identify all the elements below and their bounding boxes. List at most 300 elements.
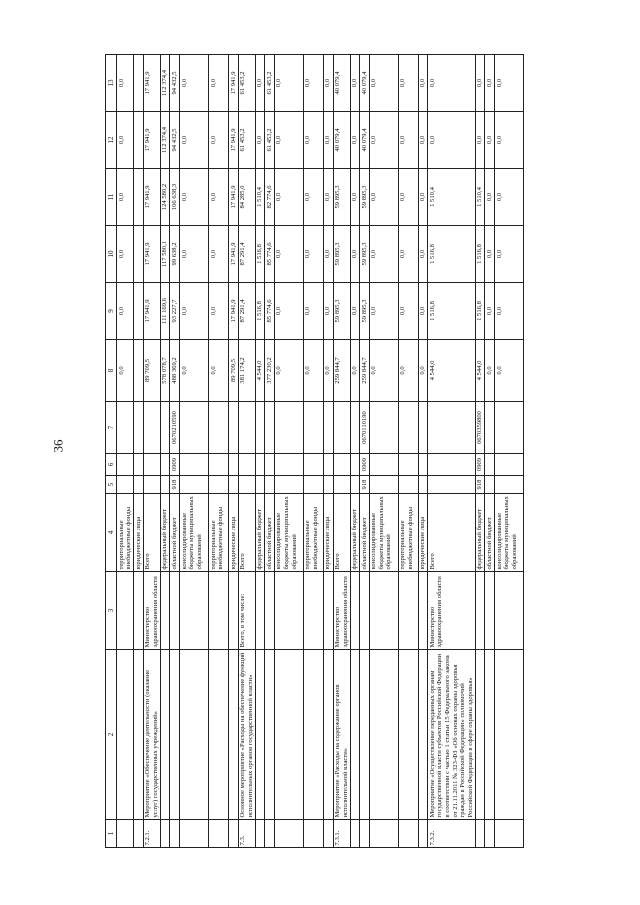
table-cell: 0,0 <box>117 283 134 340</box>
table-cell: Всего <box>143 494 160 572</box>
table-cell: 0,0 <box>303 55 323 112</box>
table-cell <box>160 402 170 454</box>
table-cell <box>160 650 170 820</box>
table-cell: 0,0 <box>369 169 398 226</box>
table-cell: 0909 <box>170 454 180 476</box>
table-cell: 0,0 <box>274 55 303 112</box>
table-cell: консолидированные бюджеты муниципальных образований <box>495 494 524 572</box>
table-cell: 0,0 <box>398 169 418 226</box>
table-cell: 0,0 <box>369 283 398 340</box>
table-cell: 0,0 <box>398 112 418 169</box>
table-cell: 0,0 <box>117 169 134 226</box>
table-cell: 0,0 <box>255 112 265 169</box>
table-cell <box>209 650 229 820</box>
table-cell <box>428 402 475 454</box>
table-cell <box>303 476 323 494</box>
table-cell: 106 638,3 <box>170 169 180 226</box>
table-cell <box>323 572 333 650</box>
table-cell <box>180 650 209 820</box>
table-cell <box>255 650 265 820</box>
table-cell <box>360 820 370 848</box>
table-cell <box>255 820 265 848</box>
table-cell <box>485 650 495 820</box>
table-cell <box>350 402 360 454</box>
table-cell <box>117 820 134 848</box>
table-cell <box>369 402 398 454</box>
table-row <box>350 55 360 848</box>
table-cell <box>265 454 275 476</box>
table-cell: 17 941,9 <box>143 112 160 169</box>
table-cell: 61 453,2 <box>238 55 255 112</box>
table-cell <box>398 820 418 848</box>
table-cell: федеральный бюджет <box>350 494 360 572</box>
table-cell <box>398 454 418 476</box>
table-cell <box>323 402 333 454</box>
table-cell: 40 079,4 <box>360 55 370 112</box>
table-cell: 17 941,9 <box>143 55 160 112</box>
table-cell: областной бюджет <box>170 494 180 572</box>
table-cell <box>134 55 144 112</box>
table-row <box>303 55 323 848</box>
table-cell: 94 432,5 <box>170 112 180 169</box>
table-cell: 918 <box>360 476 370 494</box>
table-cell: 0,0 <box>485 112 495 169</box>
table-cell: Министерство здравоохранения области <box>333 572 350 650</box>
table-cell: 87 291,4 <box>238 226 255 283</box>
table-cell: консолидированные бюджеты муниципальных образований <box>274 494 303 572</box>
table-cell <box>238 476 255 494</box>
table-cell <box>418 820 428 848</box>
table-cell <box>229 454 239 476</box>
table-cell: Министерство здравоохранения области <box>428 572 475 650</box>
table-cell: 61 453,2 <box>265 55 275 112</box>
table-cell <box>350 572 360 650</box>
table-cell: 0,0 <box>303 226 323 283</box>
table-cell: 1 516,8 <box>428 283 475 340</box>
table-cell: юридические лица <box>323 494 333 572</box>
table-cell <box>323 476 333 494</box>
table-row <box>485 55 495 848</box>
table-cell <box>160 476 170 494</box>
table-cell: территориальные внебюджетные фонды <box>209 494 229 572</box>
table-cell <box>134 226 144 283</box>
table-cell: 578 078,7 <box>160 340 170 402</box>
table-cell: 0,0 <box>398 55 418 112</box>
table-cell: областной бюджет <box>265 494 275 572</box>
table-cell <box>160 572 170 650</box>
table-cell <box>134 283 144 340</box>
table-cell: 0,0 <box>303 340 323 402</box>
table-cell: 59 895,3 <box>333 283 350 340</box>
table-cell: консолидированные бюджеты муниципальных образований <box>369 494 398 572</box>
table-cell <box>369 454 398 476</box>
table-cell <box>274 402 303 454</box>
table-cell: 1 516,8 <box>475 283 485 340</box>
table-cell: 17 941,9 <box>229 169 239 226</box>
header-cell: 2 <box>106 650 117 820</box>
table-cell <box>303 572 323 650</box>
header-cell: 1 <box>106 820 117 848</box>
table-cell <box>209 402 229 454</box>
table-cell <box>303 650 323 820</box>
rotated-table-container <box>105 58 545 848</box>
table-cell: Мероприятие «Расходы на содержание органов исполнительной власти» <box>333 650 350 820</box>
table-cell <box>170 650 180 820</box>
table-cell: 0,0 <box>475 55 485 112</box>
table-row <box>274 55 303 848</box>
table-cell <box>134 454 144 476</box>
table-cell: областной бюджет <box>485 494 495 572</box>
table-cell: 0,0 <box>350 112 360 169</box>
table-cell <box>398 572 418 650</box>
table-cell <box>495 572 524 650</box>
table-cell <box>418 650 428 820</box>
table-cell <box>134 476 144 494</box>
table-cell: 59 895,3 <box>333 226 350 283</box>
table-cell <box>274 476 303 494</box>
table-cell: 918 <box>170 476 180 494</box>
table-cell <box>117 402 134 454</box>
table-cell <box>274 650 303 820</box>
table-cell: 1 510,4 <box>428 169 475 226</box>
table-cell: 99 638,2 <box>170 226 180 283</box>
table-cell: федеральный бюджет <box>255 494 265 572</box>
table-cell <box>398 650 418 820</box>
table-cell <box>255 454 265 476</box>
table-cell: 1 516,8 <box>255 226 265 283</box>
table-row <box>428 55 475 848</box>
table-cell <box>180 402 209 454</box>
table-cell: 40 079,4 <box>360 112 370 169</box>
table-cell: 0670210590 <box>170 402 180 454</box>
table-cell <box>170 572 180 650</box>
table-cell <box>360 572 370 650</box>
table-cell <box>495 402 524 454</box>
table-row <box>265 55 275 848</box>
table-cell: 0,0 <box>209 112 229 169</box>
table-row <box>134 55 144 848</box>
table-cell <box>485 572 495 650</box>
table-cell <box>323 454 333 476</box>
table-cell: Мероприятие «Обеспечение деятельности (оказание услуг) государственных учреждений» <box>143 650 160 820</box>
table-cell <box>333 402 350 454</box>
table-cell: 7.3.1. <box>333 820 350 848</box>
table-cell: 0670110190 <box>360 402 370 454</box>
table-cell: 0,0 <box>323 169 333 226</box>
table-cell <box>255 476 265 494</box>
table-cell: 0,0 <box>475 112 485 169</box>
header-cell: 12 <box>106 112 117 169</box>
table-cell <box>209 572 229 650</box>
table-cell <box>398 476 418 494</box>
table-cell <box>418 402 428 454</box>
table-cell: 40 079,4 <box>333 112 350 169</box>
table-cell <box>265 650 275 820</box>
table-cell <box>255 572 265 650</box>
table-cell: 0,0 <box>350 226 360 283</box>
table-row <box>229 55 239 848</box>
table-cell <box>418 454 428 476</box>
table-cell: 0,0 <box>495 226 524 283</box>
table-row <box>398 55 418 848</box>
table-cell: 377 230,2 <box>265 340 275 402</box>
table-cell <box>238 402 255 454</box>
table-cell: 488 369,2 <box>170 340 180 402</box>
table-cell: 7.3. <box>238 820 255 848</box>
table-cell: 4 544,0 <box>255 340 265 402</box>
table-cell <box>170 820 180 848</box>
table-cell: 0,0 <box>495 112 524 169</box>
table-cell: 0,0 <box>180 283 209 340</box>
table-cell: 61 453,2 <box>238 112 255 169</box>
table-cell <box>369 820 398 848</box>
table-cell: 0,0 <box>117 112 134 169</box>
table-cell: 0,0 <box>180 169 209 226</box>
table-cell: 259 844,7 <box>360 340 370 402</box>
table-cell <box>398 402 418 454</box>
table-cell <box>134 169 144 226</box>
table-cell <box>255 402 265 454</box>
table-cell: 17 941,9 <box>143 226 160 283</box>
table-cell <box>209 476 229 494</box>
table-cell: 0,0 <box>117 340 134 402</box>
table-cell: 0,0 <box>180 112 209 169</box>
table-cell: 0,0 <box>495 283 524 340</box>
table-cell <box>369 476 398 494</box>
table-row <box>418 55 428 848</box>
header-cell: 6 <box>106 454 117 476</box>
table-cell: Всего <box>238 494 255 572</box>
table-cell: 0,0 <box>495 340 524 402</box>
table-cell <box>117 650 134 820</box>
table-cell: 0,0 <box>209 283 229 340</box>
table-cell: территориальные внебюджетные фонды <box>398 494 418 572</box>
table-row <box>369 55 398 848</box>
table-cell: 112 374,4 <box>160 55 170 112</box>
table-cell: 0,0 <box>350 55 360 112</box>
table-cell: 0,0 <box>398 226 418 283</box>
table-cell: 0,0 <box>369 340 398 402</box>
table-cell: юридические лица <box>229 494 239 572</box>
table-cell <box>369 572 398 650</box>
table-cell <box>303 454 323 476</box>
table-cell <box>495 476 524 494</box>
table-cell <box>303 820 323 848</box>
table-cell: 0,0 <box>369 226 398 283</box>
table-cell: 0,0 <box>323 340 333 402</box>
table-cell: 0,0 <box>274 340 303 402</box>
table-cell <box>209 820 229 848</box>
header-cell: 13 <box>106 55 117 112</box>
table-cell: 0,0 <box>303 112 323 169</box>
table-cell: 0,0 <box>495 169 524 226</box>
table-cell: 1 516,8 <box>475 226 485 283</box>
table-cell: 0,0 <box>418 169 428 226</box>
table-cell: 0,0 <box>495 55 524 112</box>
table-cell: 82 774,6 <box>265 169 275 226</box>
header-cell: 4 <box>106 494 117 572</box>
table-cell <box>475 572 485 650</box>
table-cell <box>238 454 255 476</box>
table-cell: 0,0 <box>369 112 398 169</box>
header-cell: 7 <box>106 402 117 454</box>
table-cell: 0,0 <box>209 169 229 226</box>
table-row <box>160 55 170 848</box>
table-cell <box>428 476 475 494</box>
table-cell <box>229 650 239 820</box>
table-cell: 0,0 <box>428 112 475 169</box>
table-cell: 259 844,7 <box>333 340 350 402</box>
page-number: 36 <box>50 439 66 453</box>
table-cell: 0,0 <box>323 283 333 340</box>
table-cell <box>117 454 134 476</box>
table-cell: федеральный бюджет <box>475 494 485 572</box>
table-cell: 0,0 <box>485 283 495 340</box>
table-cell: 17 941,9 <box>229 55 239 112</box>
table-cell <box>485 402 495 454</box>
table-cell: 0,0 <box>255 55 265 112</box>
table-cell <box>485 476 495 494</box>
header-cell: 5 <box>106 476 117 494</box>
table-cell: 93 227,7 <box>170 283 180 340</box>
table-row <box>495 55 524 848</box>
table-cell: 0909 <box>475 454 485 476</box>
table-cell: Всего <box>428 494 475 572</box>
table-cell: 40 079,4 <box>333 55 350 112</box>
table-cell: Всего, в том числе: <box>238 572 255 650</box>
table-cell <box>180 476 209 494</box>
table-cell <box>134 572 144 650</box>
table-cell: 17 941,9 <box>143 169 160 226</box>
table-cell: 0,0 <box>485 55 495 112</box>
table-cell: 381 174,2 <box>238 340 255 402</box>
table-cell: областной бюджет <box>360 494 370 572</box>
table-cell: 59 895,3 <box>360 226 370 283</box>
table-cell <box>180 454 209 476</box>
table-cell: 0,0 <box>209 226 229 283</box>
table-cell: 4 544,0 <box>428 340 475 402</box>
table-cell: 0,0 <box>428 55 475 112</box>
table-cell: 0,0 <box>485 169 495 226</box>
table-cell <box>418 476 428 494</box>
table-cell <box>475 820 485 848</box>
table-cell: 0,0 <box>418 340 428 402</box>
table-cell <box>428 454 475 476</box>
table-cell <box>265 572 275 650</box>
table-cell: 17 941,9 <box>229 283 239 340</box>
table-cell: Мероприятие «Осуществление переданных органам государственной власти субъектов Российской Федерации в соответствии с частью 1 статьи 15 Федерального закона от 21.11.2011 № 323-ФЗ «Об основах охраны здоровья граждан в Российской Федерации» полномочий Российской Федерации в сфере охраны здоровья» <box>428 650 475 820</box>
table-cell: 0,0 <box>369 55 398 112</box>
table-body <box>117 55 524 848</box>
table-cell <box>274 820 303 848</box>
header-cell: 10 <box>106 226 117 283</box>
table-cell: 0,0 <box>485 340 495 402</box>
table-cell: Основное мероприятие «Расходы на обеспечение функций исполнительных органов государственной власти» <box>238 650 255 820</box>
table-row <box>180 55 209 848</box>
table-cell <box>229 402 239 454</box>
table-cell <box>143 402 160 454</box>
table-row <box>360 55 370 848</box>
table-cell: Всего <box>333 494 350 572</box>
table-cell: 0,0 <box>209 55 229 112</box>
table-row <box>170 55 180 848</box>
table-cell: 59 895,3 <box>360 283 370 340</box>
table-cell: 94 432,5 <box>170 55 180 112</box>
table-cell <box>143 454 160 476</box>
table-cell <box>117 572 134 650</box>
table-cell: 0909 <box>360 454 370 476</box>
table-cell: 1 516,8 <box>428 226 475 283</box>
table-cell: 85 774,6 <box>265 283 275 340</box>
table-cell <box>485 454 495 476</box>
table-cell: 0,0 <box>485 226 495 283</box>
table-cell <box>229 476 239 494</box>
table-cell <box>180 820 209 848</box>
header-cell: 8 <box>106 340 117 402</box>
table-cell: 1 516,8 <box>255 283 265 340</box>
table-cell: 0,0 <box>323 112 333 169</box>
table-cell <box>333 454 350 476</box>
table-cell: 0,0 <box>117 55 134 112</box>
table-cell: 59 895,3 <box>333 169 350 226</box>
table-cell: 0670359800 <box>475 402 485 454</box>
header-cell: 9 <box>106 283 117 340</box>
table-cell: 918 <box>475 476 485 494</box>
table-cell <box>265 476 275 494</box>
table-cell: 111 169,6 <box>160 283 170 340</box>
table-cell <box>209 454 229 476</box>
table-cell: 0,0 <box>303 169 323 226</box>
header-row <box>106 55 117 848</box>
table-cell: юридические лица <box>418 494 428 572</box>
table-cell: 4 544,0 <box>475 340 485 402</box>
table-cell <box>265 402 275 454</box>
table-cell: 87 291,4 <box>238 283 255 340</box>
table-cell: 0,0 <box>274 226 303 283</box>
table-cell: 0,0 <box>418 55 428 112</box>
budget-table <box>105 54 524 848</box>
table-cell <box>495 454 524 476</box>
table-cell <box>229 820 239 848</box>
table-cell: 89 709,5 <box>229 340 239 402</box>
table-cell: 0,0 <box>180 55 209 112</box>
table-cell: 0,0 <box>117 226 134 283</box>
table-cell: 89 709,5 <box>143 340 160 402</box>
header-cell: 3 <box>106 572 117 650</box>
table-cell: 0,0 <box>274 283 303 340</box>
table-cell <box>350 454 360 476</box>
table-cell: юридические лица <box>134 494 144 572</box>
table-cell: 117 580,1 <box>160 226 170 283</box>
table-cell <box>475 650 485 820</box>
table-cell: 84 285,0 <box>238 169 255 226</box>
table-cell: 0,0 <box>398 340 418 402</box>
table-cell <box>350 476 360 494</box>
table-row <box>143 55 160 848</box>
table-cell: 1 510,4 <box>475 169 485 226</box>
table-cell: 0,0 <box>323 55 333 112</box>
table-cell: 0,0 <box>350 283 360 340</box>
table-cell <box>495 650 524 820</box>
table-cell <box>350 820 360 848</box>
table-cell: 0,0 <box>303 283 323 340</box>
table-cell <box>495 820 524 848</box>
table-cell <box>134 820 144 848</box>
table-cell: 85 774,6 <box>265 226 275 283</box>
table-cell: 124 580,2 <box>160 169 170 226</box>
table-cell: 112 374,4 <box>160 112 170 169</box>
table-cell: 17 941,9 <box>229 112 239 169</box>
